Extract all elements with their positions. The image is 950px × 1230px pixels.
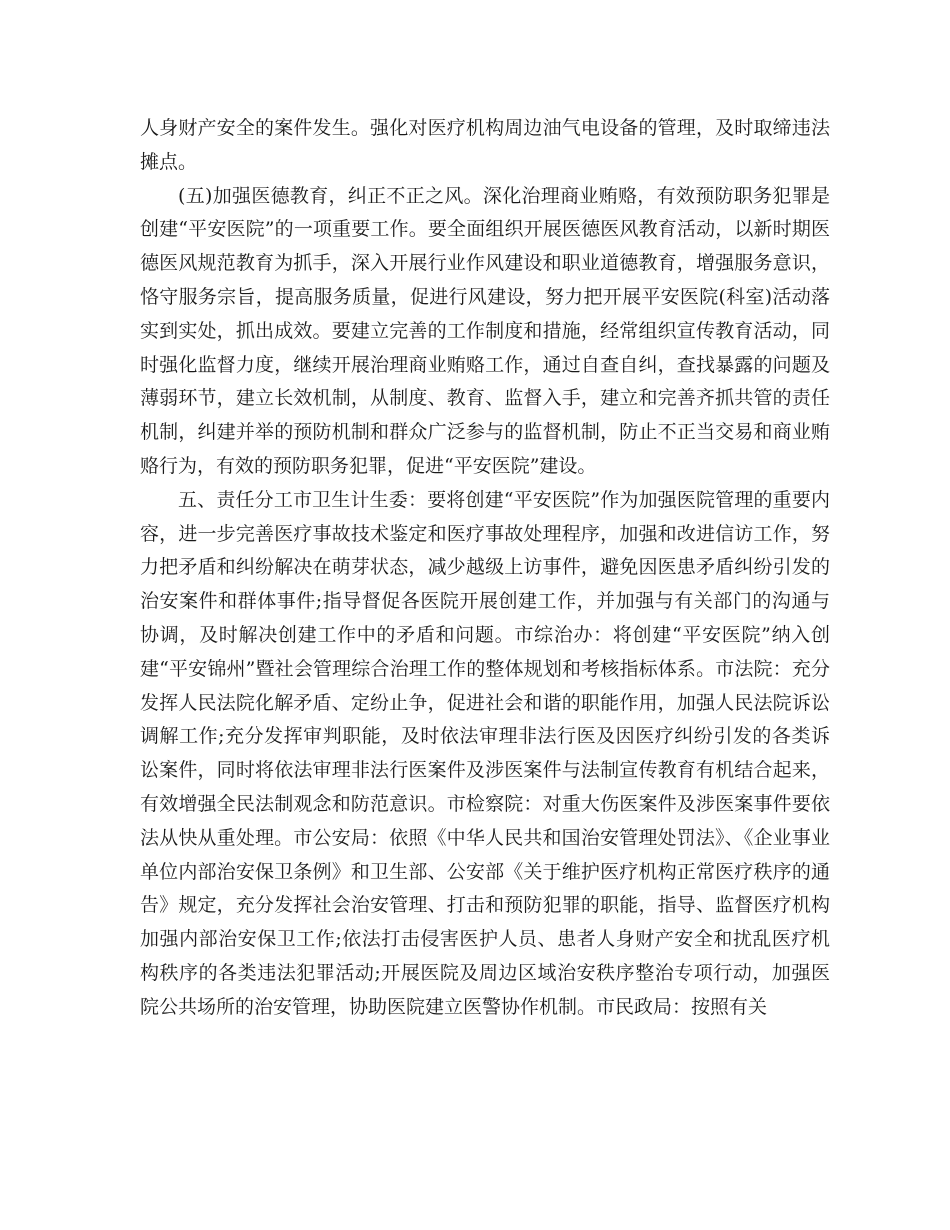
paragraph-responsibilities: 五、责任分工市卫生计生委：要将创建“平安医院”作为加强医院管理的重要内容，进一步完善医疗事故技术鉴定和医疗事故处理程序，加强和改进信访工作，努力把矛盾和纠纷解决在萌芽状态，减少越级上访事件，避免因医患矛盾纠纷引发的治安案件和群体事件;指导督促各医院开展创建工作，并加强与有关部门的沟通与协调，及时解决创建工作中的矛盾和问题。市综治办：将创建“平安医院”纳入创建“平安锦州”暨社会管理综合治理工作的整体规划和考核指标体系。市法院：充分发挥人民法院化解矛盾、定纷止争，促进社会和谐的职能作用，加强人民法院诉讼调解工作;充分发挥审判职能，及时依法审理非法行医及因医疗纠纷引发的各类诉讼案件，同时将依法审理非法行医案件及涉医案件与法制宣传教育有机结合起来，有效增强全民法制观念和防范意识。市检察院：对重大伤医案件及涉医案事件要依法从快从重处理。市公安局：依照《中华人民共和国治安管理处罚法》、《企业事业单位内部治安保卫条例》和卫生部、公安部《关于维护医疗机构正常医疗秩序的通告》规定，充分发挥社会治安管理、打击和预防犯罪的职能，指导、监督医疗机构加强内部治安保卫工作;依法打击侵害医护人员、患者人身财产安全和扰乱医疗机构秩序的各类违法犯罪活动;开展医院及周边区域治安秩序整治专项行动，加强医院公共场所的治安管理，协助医院建立医警协作机制。市民政局：按照有关	[140, 488, 830, 1018]
document-body	[140, 112, 830, 1025]
paragraph-continuation: 人身财产安全的案件发生。强化对医疗机构周边油气电设备的管理，及时取缔违法摊点。	[140, 117, 830, 173]
paragraph-medical-ethics: (五)加强医德教育，纠正不正之风。深化治理商业贿赂，有效预防职务犯罪是创建“平安医院”的一项重要工作。要全面组织开展医德医风教育活动，以新时期医德医风规范教育为抓手，深入开展行业作风建设和职业道德教育，增强服务意识，恪守服务宗旨，提高服务质量，促进行风建设，努力把开展平安医院(科室)活动落实到实处，抓出成效。要建立完善的工作制度和措施，经常组织宣传教育活动，同时强化监督力度，继续开展治理商业贿赂工作，通过自查自纠，查找暴露的问题及薄弱环节，建立长效机制，从制度、教育、监督入手，建立和完善齐抓共管的责任机制，纠建并举的预防机制和群众广泛参与的监督机制，防止不正当交易和商业贿赂行为，有效的预防职务犯罪，促进“平安医院”建设。	[140, 184, 830, 477]
